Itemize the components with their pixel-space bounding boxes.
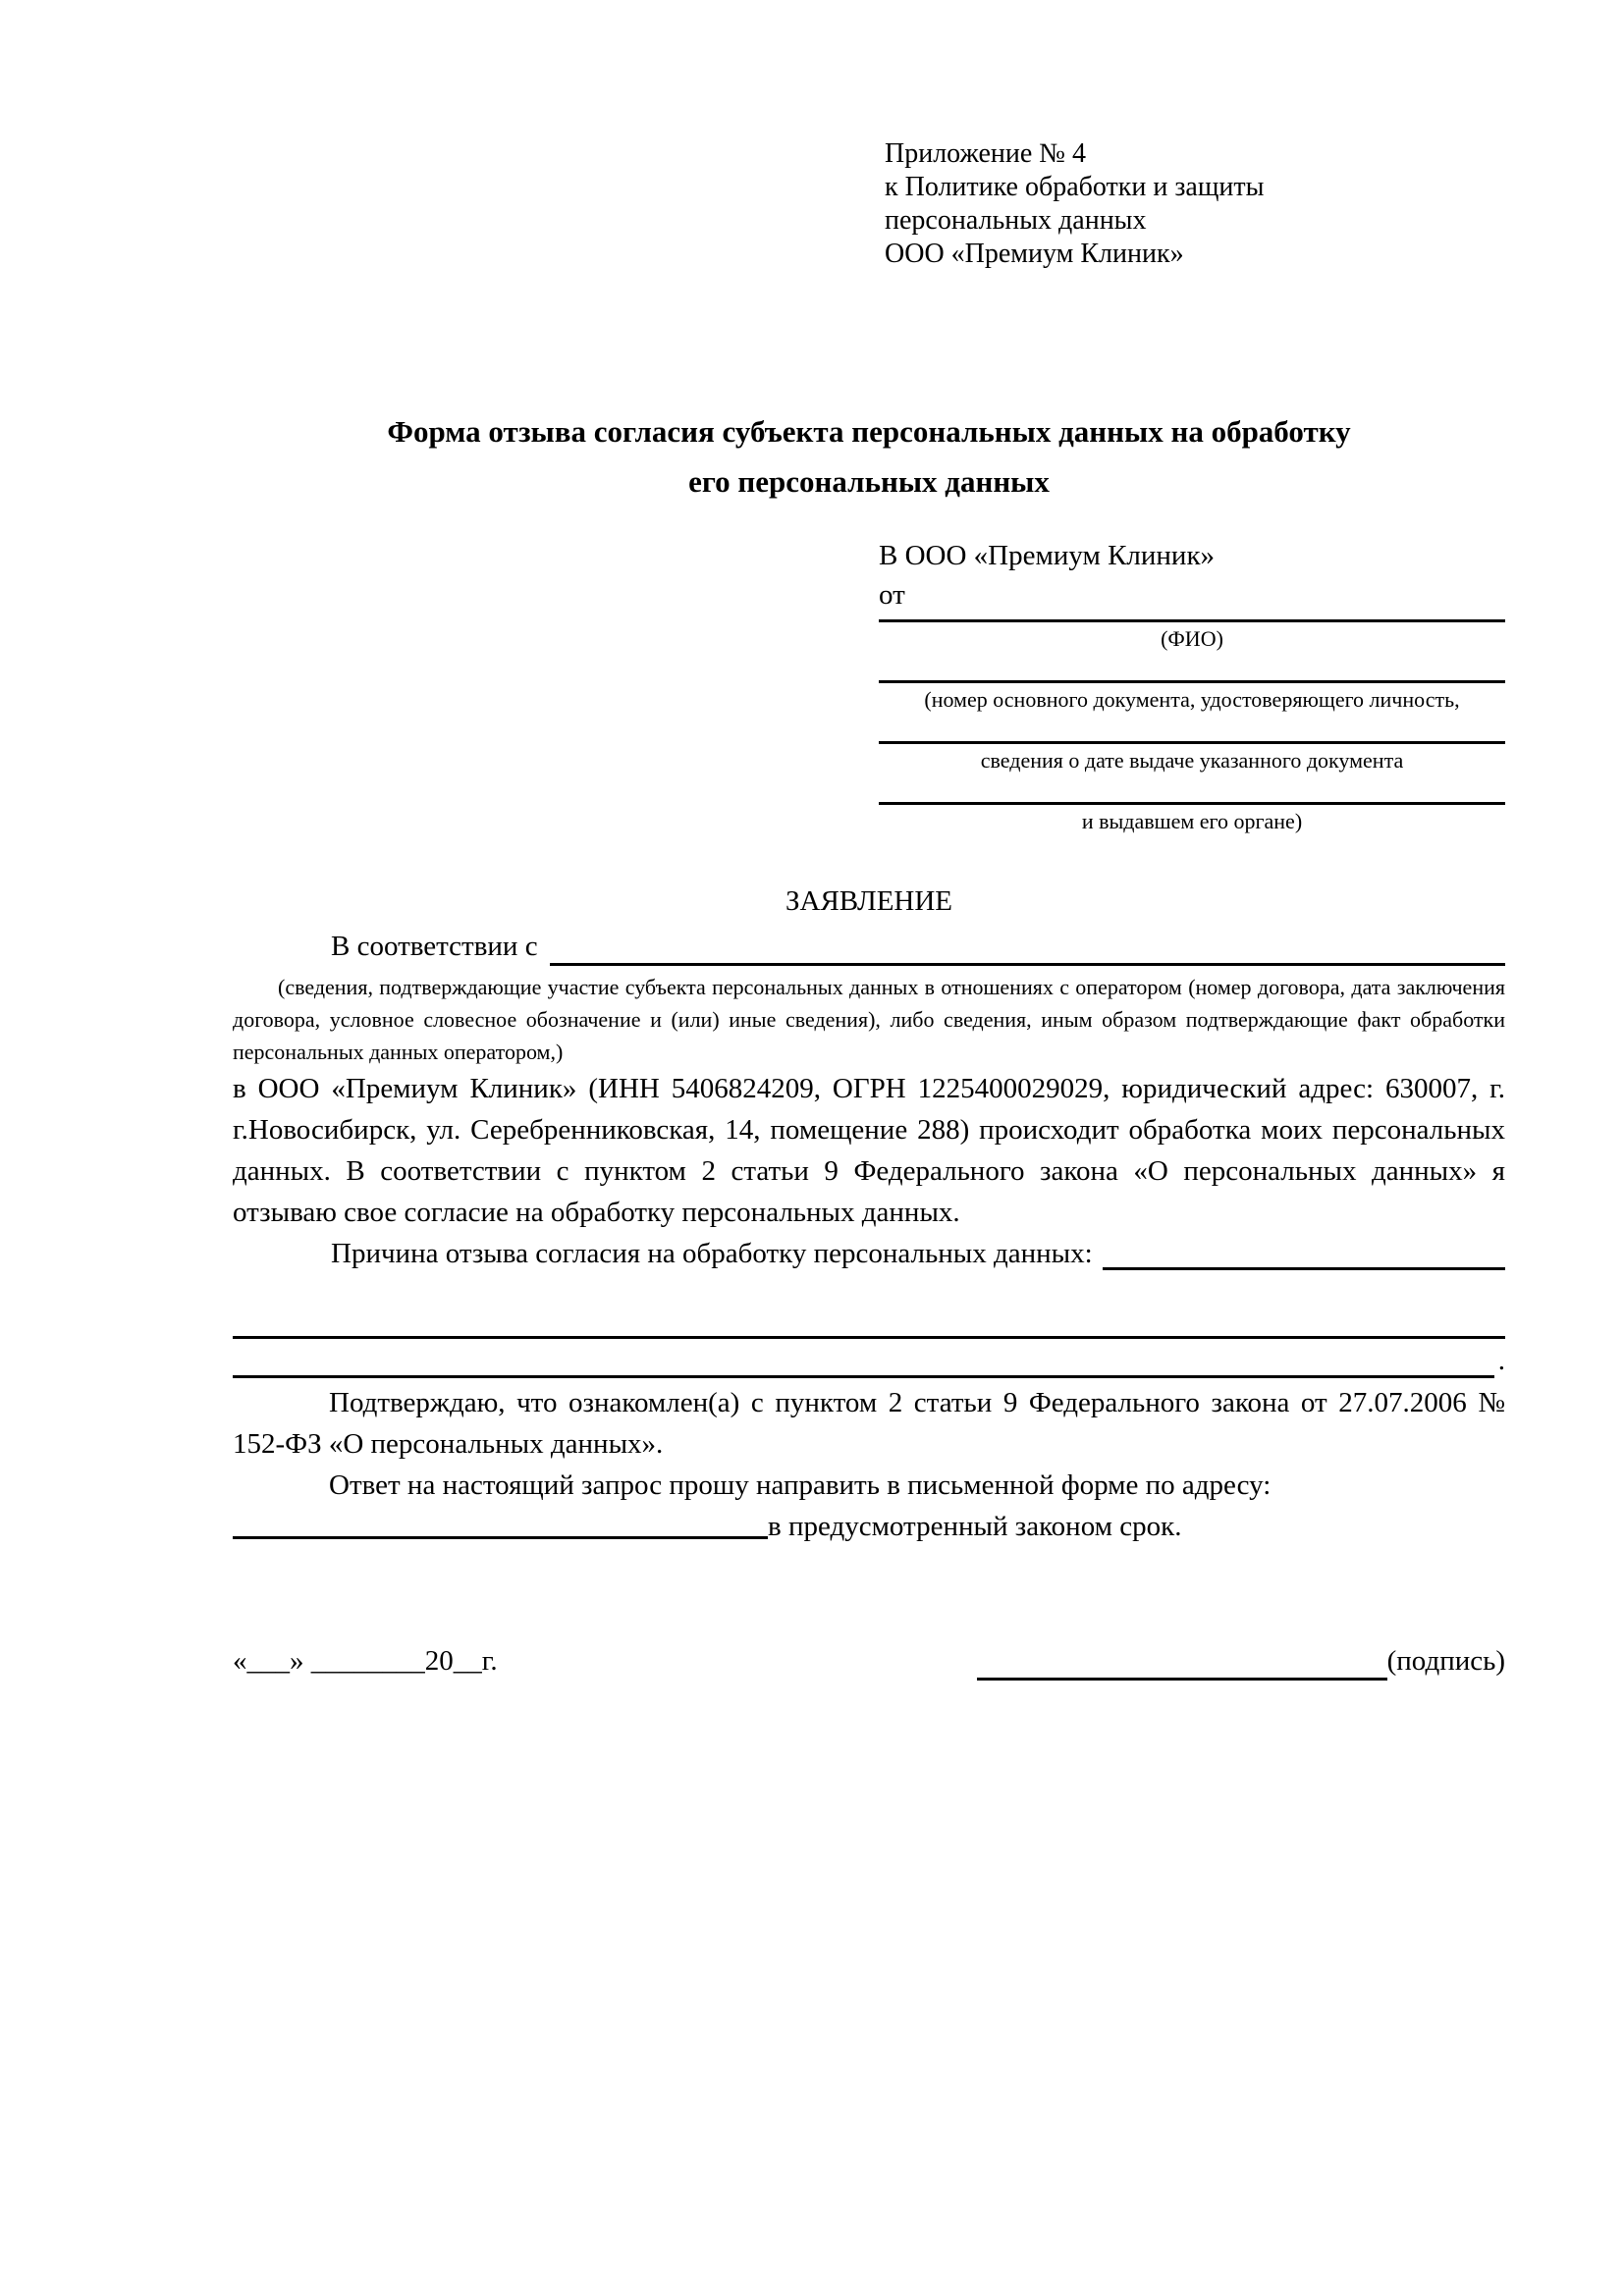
addressee-to: В ООО «Премиум Клиник»: [879, 540, 1216, 571]
reply-tail-text: в предусмотренный законом срок.: [768, 1511, 1182, 1542]
issue-date-caption: сведения о дате выдаче указанного документа: [980, 748, 1404, 773]
reason-input-line[interactable]: [1103, 1233, 1505, 1270]
reason-label: Причина отзыва согласия на обработку персональных данных:: [331, 1238, 1093, 1269]
page-title-line-1: Форма отзыва согласия субъекта персональных данных на обработку: [387, 414, 1351, 449]
appendix-line: ООО «Премиум Клиник»: [885, 239, 1184, 269]
reason-row: [233, 1233, 1505, 1274]
issuing-authority-caption: и выдавшем его органе): [1081, 809, 1303, 833]
reply-address-row: [233, 1506, 1505, 1547]
accordance-label: В соответствии с: [331, 931, 538, 962]
reply-address-input-line[interactable]: [233, 1506, 768, 1539]
confirmation-paragraph: Подтверждаю, что ознакомлен(а) с пунктом 2 статьи 9 Федерального закона от 27.07.2006 № 152-ФЗ «О персональных данных».: [233, 1387, 1505, 1460]
fine-print-note: (сведения, подтверждающие участие субъекта персональных данных в отношениях с оператором (номер договора, дата заключения договора, условное словесное обозначение и (или) иные сведения), либо сведения, иным образом подтверждающие факт обработки персональных данных оператором,): [233, 975, 1505, 1064]
issuing-authority-input-line[interactable]: [879, 774, 1505, 805]
page-title: [233, 406, 1505, 507]
signature-input-line[interactable]: [977, 1645, 1387, 1681]
appendix-line: персональных данных: [885, 205, 1147, 236]
signing-row: [233, 1641, 1505, 1681]
appendix-line: к Политике обработки и защиты: [885, 172, 1265, 202]
addressee-block: [879, 536, 1505, 834]
fio-caption: (ФИО): [1161, 626, 1223, 651]
addressee-from-label: от: [879, 579, 905, 611]
appendix-line: Приложение № 4: [885, 138, 1086, 169]
document-number-caption: (номер основного документа, удостоверяющего личность,: [924, 687, 1460, 712]
reply-request-paragraph: Ответ на настоящий запрос прошу направить в письменной форме по адресу:: [329, 1469, 1272, 1501]
operator-paragraph: в ООО «Премиум Клиник» (ИНН 5406824209, ОГРН 1225400029029, юридический адрес: 630007, г. г.Новосибирск, ул. Серебренниковская, 14, помещение 288) происходит обработка моих персональных данных. В соответствии с пунктом 2 статьи 9 Федерального закона «О персональных данных» я отзываю свое согласие на обработку персональных данных.: [233, 1073, 1505, 1228]
reason-row-3: [233, 1339, 1505, 1378]
issue-date-input-line[interactable]: [879, 713, 1505, 744]
document-number-input-line[interactable]: [879, 652, 1505, 683]
reason-end-period: .: [1497, 1345, 1505, 1376]
page-title-line-2: его персональных данных: [688, 464, 1050, 499]
reason-input-line-2[interactable]: [233, 1300, 1505, 1339]
signature-group: [977, 1641, 1505, 1681]
statement-heading: ЗАЯВЛЕНИЕ: [785, 885, 953, 917]
accordance-input-line[interactable]: [550, 931, 1505, 966]
reason-input-line-3[interactable]: [233, 1339, 1494, 1378]
fio-input-line[interactable]: [879, 614, 1505, 622]
date-blank[interactable]: «___» ________20__г.: [233, 1645, 498, 1677]
appendix-reference: [885, 137, 1505, 271]
signature-caption: (подпись): [1386, 1645, 1505, 1677]
accordance-row: [233, 931, 1505, 966]
